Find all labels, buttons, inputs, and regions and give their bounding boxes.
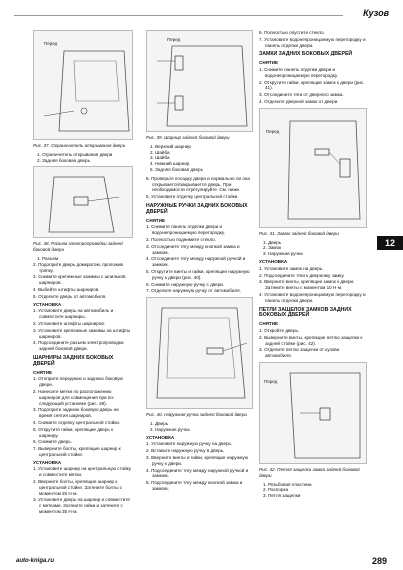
step: 2. Вставьте наружную ручку в дверь. (146, 448, 225, 454)
column-2 (146, 30, 253, 493)
figure-38 (33, 166, 133, 238)
step: 3. Снимите крепежные зажимы с шпильков шарниров. (33, 274, 126, 286)
figure-40-caption: Рис. 40. Наружная ручка задней боковой двери (146, 412, 247, 418)
step: 3. Отсоедините тяги от дверного замка. (259, 92, 344, 98)
step: 5. Установите отделку центральной стойки. (146, 194, 239, 200)
figure-40-item: 1. Дверь (150, 420, 169, 426)
outer-handle-diagram (147, 298, 254, 408)
figure-38-item: 1. Разъем (37, 255, 59, 261)
step: 2. Установите штифты шарниров. (33, 320, 106, 326)
page-header (0, 0, 403, 24)
figure-41 (259, 108, 367, 228)
removal-heading: СНЯТИЕ (259, 60, 279, 66)
figure-37 (33, 30, 133, 140)
figure-42-item: 3. Петля защелки (263, 493, 301, 499)
section-heading: ШАРНИРЫ ЗАДНИХ БОКОВЫХ ДВЕРЕЙ (33, 354, 114, 367)
figure-39-caption: Рис. 39. Шарнир задней боковой двери (146, 135, 230, 140)
step: 5. Подсоедините тягу между кнопкой замка и замком. (146, 480, 243, 491)
removal-heading: СНЯТИЕ (146, 217, 166, 223)
figure-39-item: 2. Шайба (150, 149, 170, 155)
figure-37-caption: Рис. 37. Ограничитель открывания двери (33, 143, 126, 148)
step: 3. Вверните винты и гайки, крепящие наружную ручку к двери. (146, 454, 249, 466)
figure-42-item: 2. Распорка (263, 487, 289, 493)
figure-41-item: 3. Наружная ручка (263, 251, 303, 257)
figure-42-item: 1. Резьбовая пластина (263, 481, 312, 487)
figure-38-caption: Рис. 38. Разъем электропроводки задней боковой двери (33, 241, 123, 253)
step: 5. Открутите винты и гайки, крепящие наружную ручку к двери (рис. 40). (146, 268, 250, 280)
step: 4. Отделите дверной замок от двери. (259, 98, 339, 104)
header-rule (14, 15, 343, 16)
step: 3. Отсоедините тягу между кнопкой замка и замком. (146, 243, 240, 255)
step: 1. Откройте дверь. (259, 327, 300, 333)
step: 2. Подсоедините тяги к дверному замку. (259, 272, 345, 278)
column-1 (33, 30, 133, 516)
step: 1. Снимите панель отделки двери и водонепроницаемую перегородку. (146, 224, 225, 236)
install-heading: УСТАНОВКА (33, 459, 62, 465)
section-heading: ПЕТЛИ ЗАЩЕЛОК ЗАМКОВ ЗАДНИХ БОКОВЫХ ДВЕРЕЙ (259, 306, 352, 319)
step: 2. Подоприте дверь домкратом, проложив тряпку. (33, 261, 123, 273)
step: 4. Выбейте штифты шарниров. (33, 286, 100, 292)
figure-41-label: Перед (266, 128, 280, 134)
figure-39-item: 1. Верхний шарнир (150, 143, 191, 149)
step: 1. Установите шарнир на центральную стойку и совместите метки. (33, 466, 132, 478)
step: 3. Отделите петлю защелки от кузова автомобиля. (259, 347, 340, 359)
door-stop-diagram (34, 31, 134, 139)
step: 2. Выверните винты, крепящие петлю защелки к задней стойке (рис. 42). (259, 334, 363, 346)
step: 4. Снимите отделку центральной стойки. (33, 419, 121, 425)
step: 6. Снимите наружную ручку с двери. (146, 281, 225, 287)
step: 5. Открутите гайки, крепящие дверь к шарниру. (33, 426, 114, 438)
step: 7. Выверните болты, крепящие шарнир к центральной стойке. (33, 446, 121, 457)
figure-39-item: 5. Задняя боковая дверь (150, 166, 203, 172)
step: 3. Установите дверь на шарнир и совместите с метками. Затяните гайки и затяните с моментом 35 Н·м. (33, 497, 130, 515)
section-title: Кузов (363, 8, 389, 18)
figure-39-label: Перед (167, 37, 181, 42)
page-footer (0, 552, 403, 570)
step: 3. Вверните винты, крепящие замок к двери. Затяните винты с моментом 10 Н·м. (259, 279, 355, 291)
step: 2. Полностью поднимите стекло. (146, 236, 217, 242)
step: 3. Установите крепежные зажимы на штифты шарниров. (33, 327, 131, 339)
figure-41-item: 1. Дверь (263, 239, 282, 245)
step: 1. Отоприте переднюю и заднюю боковую двери. (33, 376, 123, 388)
figure-41-item: 2. Замок (263, 245, 282, 251)
removal-heading: СНЯТИЕ (33, 369, 53, 375)
step: 3. Подоприте заднюю боковую дверь на время снятия шарниров. (33, 407, 119, 419)
figure-37-item: 1. Ограничитель открывания двери (37, 151, 113, 157)
step: 2. Вверните болты, крепящие шарнир к центральной стойке. Затяните болты с моментом 25 Н·м. (33, 479, 123, 496)
figure-37-item: 2. Задняя боковая дверь (37, 157, 90, 163)
step: 7. Установите водонепроницаемую перегородку и панель отделки двери. (259, 36, 366, 48)
door-lock-diagram (260, 109, 368, 227)
column-3 (259, 30, 367, 499)
figure-39-item: 3. Шайба (150, 155, 170, 161)
footer-url: auto-knigа.ru (16, 558, 55, 564)
striker-diagram (260, 363, 368, 463)
figure-41-caption: Рис. 41. Замок задней боковой двери (259, 230, 339, 236)
figure-40 (146, 297, 253, 409)
page-number: 289 (371, 556, 387, 566)
step: 5. Отделите дверь от автомобиля. (33, 293, 107, 299)
step: 6. Снимите дверь. (33, 439, 72, 445)
section-heading: ЗАМКИ ЗАДНИХ БОКОВЫХ ДВЕРЕЙ (259, 51, 353, 58)
hinge-diagram (147, 31, 254, 131)
figure-42-caption: Рис. 42. Петля защелки замка задней боковой двери (259, 466, 360, 478)
step: 4. Отсоедините тягу между наружной ручкой и замком. (146, 256, 246, 268)
step: 1. Снимите панель отделки двери и водонепроницаемую перегородку. (259, 66, 338, 78)
step: 6. Проверьте посадку двери и нормально ли она открывается/закрывается дверь. При необходимости отрегулируйте. См. ниже. (146, 175, 250, 193)
step: 6. Полностью опустите стекло. (259, 30, 325, 35)
figure-37-label: Перед (44, 41, 58, 46)
step: 7. Отделите наружную ручку от автомобиля. (146, 288, 241, 294)
step: 1. Установите замок на дверь. (259, 265, 324, 271)
step: 4. Подсоедините разъем электропроводки задней боковой двери. (33, 340, 124, 352)
install-heading: УСТАНОВКА (259, 258, 288, 264)
section-heading: НАРУЖНЫЕ РУЧКИ ЗАДНИХ БОКОВЫХ ДВЕРЕЙ (146, 202, 248, 215)
step: 1. Установите дверь на автомобиль и совместите шарниры. (33, 308, 114, 320)
step: 2. Открутите гайки, крепящие замок к двери (рис. 41). (259, 79, 365, 91)
install-heading: УСТАНОВКА (146, 434, 175, 440)
figure-39 (146, 30, 253, 132)
step: 2. Нанесите метки по расположению шарниров для совмещения при последующей установке (рис. 39). (33, 388, 115, 406)
figure-40-item: 2. Наружная ручка (150, 426, 190, 432)
removal-heading: СНЯТИЕ (259, 321, 279, 327)
figure-39-item: 4. Нижний шарнир (150, 161, 190, 167)
figure-42 (259, 362, 367, 464)
step: 4. Установите водонепроницаемую перегородку и панель отделки двери. (259, 291, 366, 303)
step: 4. Подсоедините тягу между наружной ручкой и замком. (146, 467, 249, 479)
connector-diagram (34, 167, 134, 237)
figure-42-label: Перед (264, 378, 278, 384)
install-heading: УСТАНОВКА (33, 301, 62, 307)
chapter-tab: 12 (377, 236, 403, 250)
step: 1. Установите наружную ручку на дверь. (146, 441, 233, 447)
